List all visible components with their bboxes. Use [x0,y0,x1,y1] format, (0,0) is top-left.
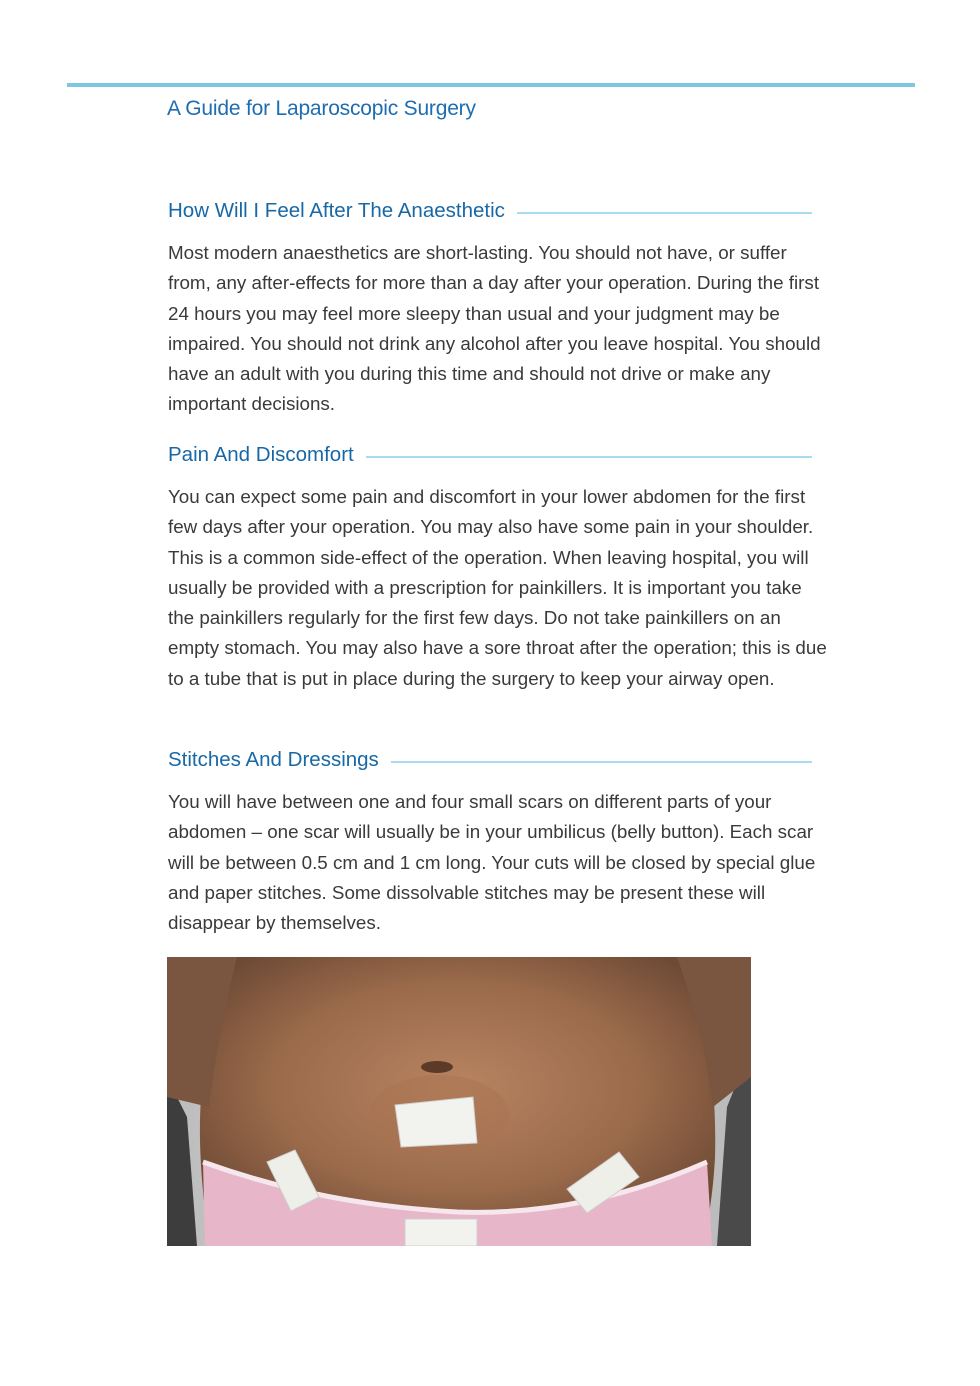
section-divider [517,212,812,214]
section-heading: How Will I Feel After The Anaesthetic [168,199,505,222]
abdomen-dressings-photo [167,957,751,1246]
section-anaesthetic [168,198,828,420]
section-pain [168,442,828,694]
header-rule [67,83,915,87]
section-stitches [168,747,828,938]
section-header [168,198,828,224]
section-heading: Pain And Discomfort [168,443,354,466]
section-body: You can expect some pain and discomfort in your lower abdomen for the first few days after your operation. You may also have some pain in your shoulder. This is a common side-effect of the operation. When leaving hospital, you will usually be provided with a prescription for painkillers. It is important you take the painkillers regularly for the first few days. Do not take painkillers on an empty stomach. You may also have a sore throat after the operation; this is due to a tube that is put in place during the surgery to keep your airway open. [168,486,827,689]
section-heading: Stitches And Dressings [168,748,379,771]
document-title: A Guide for Laparoscopic Surgery [167,97,476,120]
section-header [168,442,828,468]
section-divider [366,456,812,458]
section-divider [391,761,812,763]
section-body: You will have between one and four small scars on different parts of your abdomen – one scar will usually be in your umbilicus (belly button). Each scar will be between 0.5 cm and 1 cm long. Your cuts will be closed by special glue and paper stitches. Some dissolvable stitches may be present these will disappear by themselves. [168,791,816,934]
section-header [168,747,828,773]
section-body: Most modern anaesthetics are short-lasting. You should not have, or suffer from, any after-effects for more than a day after your operation. During the first 24 hours you may feel more sleepy than usual and your judgment may be impaired. You should not drink any alcohol after you leave hospital. You should have an adult with you during this time and should not drive or make any important decisions. [168,242,821,415]
